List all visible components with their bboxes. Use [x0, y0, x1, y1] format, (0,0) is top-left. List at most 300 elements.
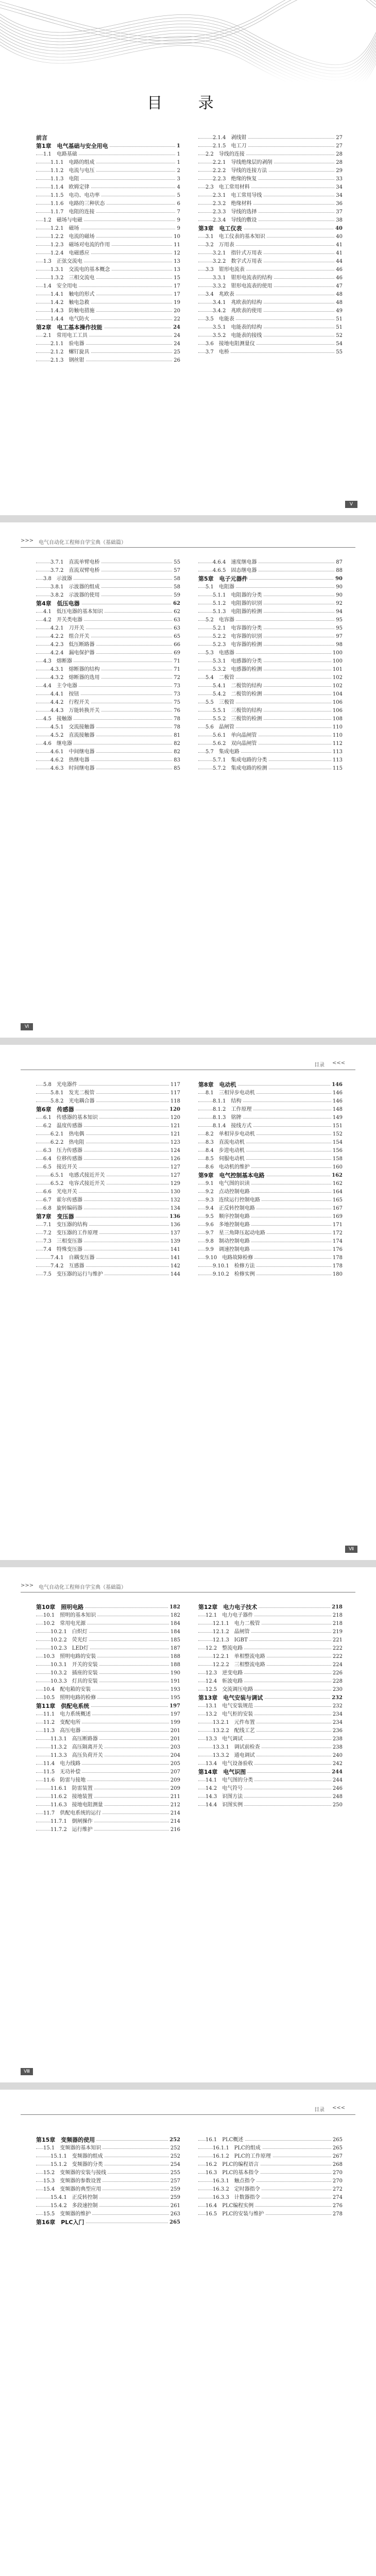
toc-entry[interactable]: [198, 1270, 343, 1279]
toc-entry-title: 8.1.3 铭牌: [213, 1114, 243, 1122]
toc-entry[interactable]: [198, 282, 343, 291]
toc-entry[interactable]: [36, 2202, 180, 2210]
toc-entry[interactable]: [36, 1229, 180, 1238]
toc-entry[interactable]: [198, 291, 343, 299]
toc-entry[interactable]: [198, 558, 343, 567]
toc-entry[interactable]: [36, 633, 180, 641]
toc-entry[interactable]: [36, 740, 180, 748]
toc-entry[interactable]: [36, 1262, 180, 1270]
toc-entry-title: 4.3.2 熔断器的选用: [50, 674, 101, 682]
toc-entry[interactable]: [36, 558, 180, 567]
toc-entry-page: 55: [334, 348, 343, 357]
toc-entry[interactable]: [36, 1130, 180, 1139]
toc-entry[interactable]: [36, 1089, 180, 1097]
toc-entry[interactable]: [198, 1205, 343, 1213]
toc-entry-page: 121: [169, 1130, 180, 1139]
toc-entry[interactable]: [198, 666, 343, 674]
toc-entry[interactable]: [198, 1221, 343, 1229]
toc-entry[interactable]: [36, 2169, 180, 2177]
toc-entry[interactable]: [36, 167, 180, 175]
toc-entry[interactable]: [198, 699, 343, 707]
toc-entry[interactable]: [36, 1776, 180, 1785]
toc-entry[interactable]: [198, 1254, 343, 1262]
toc-entry[interactable]: [198, 707, 343, 715]
toc-entry-title: 13.2 电气柜的安装: [206, 1710, 254, 1719]
toc-entry[interactable]: [198, 1213, 343, 1221]
toc-entry[interactable]: [198, 1669, 343, 1677]
toc-entry[interactable]: [198, 324, 343, 332]
toc-entry[interactable]: [198, 1262, 343, 1270]
toc-entry[interactable]: [36, 150, 180, 159]
toc-entry-page: 185: [169, 1636, 180, 1645]
toc-entry[interactable]: [36, 2194, 180, 2202]
toc-entry[interactable]: [36, 1163, 180, 1172]
toc-entry[interactable]: [36, 1172, 180, 1180]
toc-entry[interactable]: [198, 2185, 343, 2194]
toc-entry[interactable]: [36, 1785, 180, 1793]
toc-chapter-entry[interactable]: [198, 225, 343, 233]
toc-entry[interactable]: [198, 715, 343, 723]
toc-entry[interactable]: [198, 332, 343, 340]
toc-entry[interactable]: [36, 765, 180, 773]
toc-entry[interactable]: [36, 1727, 180, 1735]
toc-entry[interactable]: [36, 715, 180, 723]
toc-entry[interactable]: [36, 258, 180, 266]
toc-chapter-entry[interactable]: [36, 1702, 180, 1710]
toc-entry[interactable]: [36, 1677, 180, 1686]
toc-entry[interactable]: [198, 740, 343, 748]
toc-entry[interactable]: [198, 1188, 343, 1196]
toc-entry[interactable]: [36, 608, 180, 616]
toc-entry[interactable]: [198, 1139, 343, 1147]
toc-entry[interactable]: [36, 1270, 180, 1279]
toc-entry[interactable]: [36, 682, 180, 690]
toc-entry-title: 10.2 常用电光源: [43, 1620, 87, 1628]
toc-chapter-entry[interactable]: [198, 1172, 343, 1180]
toc-entry[interactable]: [36, 1826, 180, 1834]
toc-entry[interactable]: [198, 1620, 343, 1628]
toc-entry[interactable]: [198, 1776, 343, 1785]
toc-entry[interactable]: [198, 183, 343, 192]
toc-entry[interactable]: [198, 134, 343, 142]
toc-chapter-entry[interactable]: [36, 600, 180, 608]
toc-entry-title: 5.4.2 二极管的检测: [213, 690, 263, 699]
toc-entry[interactable]: [36, 291, 180, 299]
toc-entry[interactable]: [36, 723, 180, 732]
toc-entry[interactable]: [198, 1180, 343, 1188]
toc-entry[interactable]: [36, 699, 180, 707]
toc-entry[interactable]: [36, 1081, 180, 1089]
toc-entry[interactable]: [198, 1246, 343, 1254]
toc-entry[interactable]: [198, 1196, 343, 1205]
toc-entry-title: 16.1.1 PLC的组成: [213, 2144, 262, 2153]
toc-entry-page: 261: [169, 2202, 180, 2210]
toc-entry-title: 3.2.1 指针式万用表: [213, 249, 263, 258]
toc-entry[interactable]: [198, 2161, 343, 2169]
toc-entry-title: 5.7.1 集成电路的分类: [213, 756, 268, 765]
toc-entry[interactable]: [198, 2169, 343, 2177]
toc-entry-page: 83: [172, 756, 180, 765]
toc-entry-title: 14.4 识图实例: [206, 1801, 244, 1809]
toc-entry[interactable]: [36, 307, 180, 315]
toc-entry-title: 5.8 光电器件: [43, 1081, 79, 1089]
toc-entry[interactable]: [198, 2153, 343, 2161]
toc-entry[interactable]: [198, 340, 343, 348]
toc-entry[interactable]: [36, 1246, 180, 1254]
toc-chapter-entry[interactable]: [198, 1768, 343, 1776]
toc-entry-title: 2.1.4 剥线钳: [213, 134, 248, 142]
toc-entry[interactable]: [36, 1710, 180, 1719]
toc-entry[interactable]: [198, 142, 343, 150]
toc-entry-page: 180: [331, 1270, 343, 1279]
toc-entry[interactable]: [198, 233, 343, 241]
toc-entry[interactable]: [36, 2153, 180, 2161]
toc-entry[interactable]: [36, 1768, 180, 1776]
toc-entry[interactable]: [198, 216, 343, 225]
toc-entry[interactable]: [198, 241, 343, 249]
toc-entry-page: 87: [334, 558, 343, 567]
toc-entry[interactable]: [36, 732, 180, 740]
toc-entry[interactable]: [198, 682, 343, 690]
toc-entry[interactable]: [198, 567, 343, 575]
toc-entry[interactable]: [198, 1801, 343, 1809]
toc-entry-title: 11.7.1 倒闸操作: [50, 1818, 94, 1826]
toc-entry[interactable]: [36, 567, 180, 575]
toc-entry[interactable]: [36, 666, 180, 674]
toc-entry[interactable]: [36, 266, 180, 274]
toc-chapter-entry[interactable]: [36, 2218, 180, 2227]
toc-entry[interactable]: [36, 1694, 180, 1702]
toc-entry[interactable]: [198, 1612, 343, 1620]
toc-entry[interactable]: [36, 1653, 180, 1661]
toc-entry[interactable]: [198, 1130, 343, 1139]
toc-entry-page: 276: [331, 2202, 343, 2210]
toc-entry[interactable]: [198, 1677, 343, 1686]
toc-entry-title: 16.2 PLC的编程语言: [206, 2161, 260, 2169]
toc-entry[interactable]: [198, 1122, 343, 1130]
toc-entry-title: 4.2.4 漏电保护器: [50, 649, 96, 657]
toc-entry[interactable]: [36, 1097, 180, 1106]
toc-entry[interactable]: [198, 1727, 343, 1735]
toc-entry[interactable]: [36, 192, 180, 200]
toc-entry[interactable]: [198, 307, 343, 315]
toc-entry[interactable]: [36, 1188, 180, 1196]
toc-entry[interactable]: [198, 690, 343, 699]
toc-chapter-entry[interactable]: [36, 142, 180, 150]
toc-entry[interactable]: [198, 274, 343, 282]
toc-entry[interactable]: [198, 1106, 343, 1114]
toc-entry-title: 4.5.1 交流接触器: [50, 723, 96, 732]
toc-entry[interactable]: [36, 657, 180, 666]
toc-entry[interactable]: [36, 2210, 180, 2218]
toc-entry-title: 11.6.1 防雷装置: [50, 1785, 94, 1793]
toc-chapter-entry[interactable]: [36, 1106, 180, 1114]
toc-entry[interactable]: [198, 175, 343, 183]
toc-entry[interactable]: [198, 2202, 343, 2210]
toc-entry[interactable]: [36, 1238, 180, 1246]
toc-chapter-entry[interactable]: [36, 2136, 180, 2144]
toc-entry[interactable]: [198, 1155, 343, 1163]
toc-entry-page: 124: [169, 1147, 180, 1155]
toc-entry-page: 129: [169, 1180, 180, 1188]
toc-entry[interactable]: [36, 748, 180, 756]
toc-entry[interactable]: [198, 633, 343, 641]
toc-entry[interactable]: [36, 583, 180, 591]
toc-entry[interactable]: [36, 707, 180, 715]
toc-entry-page: 152: [331, 1130, 343, 1139]
toc-entry[interactable]: [36, 1122, 180, 1130]
toc-entry-page: 36: [334, 200, 343, 208]
toc-entry[interactable]: [36, 159, 180, 167]
toc-entry-page: 12: [172, 249, 180, 258]
toc-entry-title: 14.1 电气图的分类: [206, 1776, 254, 1785]
toc-entry[interactable]: [36, 1147, 180, 1155]
toc-entry[interactable]: [36, 183, 180, 192]
toc-entry-page: 234: [331, 1710, 343, 1719]
toc-entry[interactable]: [198, 1229, 343, 1238]
toc-entry[interactable]: [198, 732, 343, 740]
toc-entry[interactable]: [198, 150, 343, 159]
toc-entry-title: 9.10.1 检修方法: [213, 1262, 257, 1270]
toc-entry[interactable]: [36, 591, 180, 600]
toc-entry-page: 204: [169, 1752, 180, 1760]
toc-entry[interactable]: [36, 1636, 180, 1645]
toc-entry[interactable]: [36, 756, 180, 765]
toc-entry-title: 16.1 PLC概述: [206, 2136, 245, 2144]
toc-entry[interactable]: [36, 2144, 180, 2153]
toc-entry[interactable]: [198, 1785, 343, 1793]
toc-entry[interactable]: [198, 1686, 343, 1694]
toc-entry-title: 4.2.3 低压断路器: [50, 641, 96, 649]
toc-entry-title: 4.4.2 行程开关: [50, 699, 91, 707]
toc-entry-title: 8.6 电动机的维护: [206, 1163, 251, 1172]
toc-entry-page: 216: [169, 1826, 180, 1834]
toc-chapter-entry[interactable]: [198, 575, 343, 583]
toc-chapter-entry[interactable]: [198, 1694, 343, 1702]
toc-entry[interactable]: [36, 1645, 180, 1653]
toc-entry-page: 248: [331, 1793, 343, 1801]
toc-entry[interactable]: [198, 1752, 343, 1760]
toc-entry-page: 190: [169, 1669, 180, 1677]
toc-entry[interactable]: [198, 723, 343, 732]
toc-entry[interactable]: [198, 192, 343, 200]
toc-entry-title: 2.1.2 螺钉旋具: [50, 348, 91, 357]
toc-entry[interactable]: [36, 1155, 180, 1163]
toc-entry[interactable]: [198, 748, 343, 756]
toc-entry[interactable]: [36, 233, 180, 241]
toc-entry[interactable]: [36, 1620, 180, 1628]
toc-entry[interactable]: [36, 1669, 180, 1677]
toc-entry[interactable]: [36, 641, 180, 649]
toc-entry-page: 106: [331, 707, 343, 715]
toc-entry[interactable]: [198, 167, 343, 175]
toc-entry[interactable]: [36, 1612, 180, 1620]
toc-entry[interactable]: [198, 756, 343, 765]
toc-entry-page: 57: [172, 567, 180, 575]
toc-entry[interactable]: [198, 1628, 343, 1636]
toc-chapter-entry[interactable]: [198, 1603, 343, 1612]
toc-entry[interactable]: [36, 1254, 180, 1262]
toc-entry[interactable]: [198, 1114, 343, 1122]
toc-entry[interactable]: [198, 2144, 343, 2153]
toc-entry[interactable]: [36, 216, 180, 225]
toc-entry[interactable]: [36, 340, 180, 348]
toc-entry[interactable]: [198, 1645, 343, 1653]
toc-entry[interactable]: [36, 175, 180, 183]
toc-entry-page: 238: [331, 1743, 343, 1752]
toc-entry-title: 11.3 高压电器: [43, 1727, 82, 1735]
toc-entry[interactable]: [36, 200, 180, 208]
toc-entry-title: 12.3 逆变电路: [206, 1669, 244, 1677]
toc-entry[interactable]: [36, 315, 180, 324]
toc-entry[interactable]: [36, 1205, 180, 1213]
toc-entry[interactable]: [198, 2177, 343, 2185]
toc-entry-page: 15: [172, 274, 180, 282]
toc-entry[interactable]: [36, 357, 180, 365]
toc-entry[interactable]: [36, 1221, 180, 1229]
toc-entry-page: 244: [330, 1768, 343, 1776]
toc-entry-title: 5.4 二极管: [206, 674, 236, 682]
toc-entry-title: 1.2.2 电流的磁场: [50, 233, 96, 241]
toc-entry[interactable]: [198, 266, 343, 274]
toc-entry[interactable]: [198, 1147, 343, 1155]
toc-chapter-entry[interactable]: [198, 1081, 343, 1089]
toc-entry-title: 11.1 电力系统概述: [43, 1710, 92, 1719]
toc-entry[interactable]: [198, 2136, 343, 2144]
toc-entry[interactable]: [198, 1760, 343, 1768]
toc-entry[interactable]: [36, 1686, 180, 1694]
toc-entry[interactable]: [36, 282, 180, 291]
toc-entry-page: 118: [169, 1097, 180, 1106]
toc-entry[interactable]: [198, 608, 343, 616]
toc-entry-title: 4.4 主令电器: [43, 682, 79, 690]
toc-entry[interactable]: [36, 1661, 180, 1669]
toc-chapter-entry[interactable]: [36, 134, 180, 142]
toc-entry-page: 167: [331, 1205, 343, 1213]
toc-entry[interactable]: [36, 1818, 180, 1826]
toc-entry[interactable]: [36, 1752, 180, 1760]
toc-entry[interactable]: [198, 208, 343, 216]
toc-entry[interactable]: [36, 1793, 180, 1801]
toc-entry[interactable]: [198, 1743, 343, 1752]
toc-entry-page: 7: [176, 208, 180, 216]
toc-entry[interactable]: [198, 641, 343, 649]
toc-entry[interactable]: [36, 1801, 180, 1809]
toc-entry[interactable]: [198, 249, 343, 258]
toc-entry[interactable]: [198, 1735, 343, 1743]
toc-entry[interactable]: [198, 616, 343, 624]
toc-entry-title: 11.3.3 高压负荷开关: [50, 1752, 105, 1760]
toc-entry[interactable]: [36, 1743, 180, 1752]
toc-entry[interactable]: [198, 1238, 343, 1246]
toc-entry[interactable]: [198, 1097, 343, 1106]
toc-entry[interactable]: [198, 1710, 343, 1719]
toc-entry[interactable]: [198, 591, 343, 600]
toc-entry[interactable]: [198, 1702, 343, 1710]
toc-entry[interactable]: [198, 200, 343, 208]
page-separator: [0, 2082, 376, 2090]
toc-entry[interactable]: [198, 657, 343, 666]
toc-entry[interactable]: [36, 616, 180, 624]
toc-entry[interactable]: [198, 1089, 343, 1097]
toc-entry[interactable]: [198, 2194, 343, 2202]
toc-entry[interactable]: [198, 348, 343, 357]
toc-entry[interactable]: [36, 332, 180, 340]
toc-entry[interactable]: [198, 765, 343, 773]
toc-entry[interactable]: [36, 249, 180, 258]
toc-entry[interactable]: [198, 1661, 343, 1669]
toc-entry[interactable]: [198, 583, 343, 591]
toc-entry[interactable]: [36, 1196, 180, 1205]
toc-entry[interactable]: [36, 2177, 180, 2185]
toc-entry[interactable]: [36, 1628, 180, 1636]
toc-entry[interactable]: [36, 1760, 180, 1768]
toc-entry[interactable]: [198, 624, 343, 633]
toc-entry[interactable]: [198, 600, 343, 608]
toc-entry[interactable]: [36, 348, 180, 357]
toc-entry[interactable]: [198, 2210, 343, 2218]
toc-entry[interactable]: [36, 225, 180, 233]
toc-entry[interactable]: [36, 575, 180, 583]
toc-entry-title: 12.1 电力电子器件: [206, 1612, 254, 1620]
toc-entry[interactable]: [36, 299, 180, 307]
toc-entry-title: 16.1.2 PLC的工作原理: [213, 2153, 272, 2161]
toc-entry-title: 2.3.1 电工常用导线: [213, 192, 263, 200]
toc-chapter-entry[interactable]: [36, 1213, 180, 1221]
toc-entry[interactable]: [36, 1180, 180, 1188]
toc-entry[interactable]: [36, 674, 180, 682]
toc-entry[interactable]: [198, 1793, 343, 1801]
toc-entry[interactable]: [36, 241, 180, 249]
toc-entry[interactable]: [198, 258, 343, 266]
toc-entry-page: 110: [331, 732, 343, 740]
toc-entry-page: 40: [334, 225, 343, 233]
toc-entry[interactable]: [198, 674, 343, 682]
toc-entry[interactable]: [36, 690, 180, 699]
toc-entry[interactable]: [36, 2161, 180, 2169]
toc-entry-title: 14.3 识图方法: [206, 1793, 244, 1801]
toc-entry[interactable]: [198, 1653, 343, 1661]
toc-entry[interactable]: [36, 274, 180, 282]
toc-entry[interactable]: [36, 1139, 180, 1147]
toc-entry[interactable]: [198, 1719, 343, 1727]
toc-entry-page: 238: [331, 1735, 343, 1743]
toc-entry-page: 106: [331, 699, 343, 707]
toc-entry[interactable]: [198, 299, 343, 307]
toc-entry[interactable]: [198, 649, 343, 657]
toc-entry[interactable]: [36, 1735, 180, 1743]
toc-entry[interactable]: [198, 159, 343, 167]
toc-entry[interactable]: [36, 1719, 180, 1727]
toc-entry[interactable]: [36, 649, 180, 657]
toc-entry[interactable]: [36, 208, 180, 216]
toc-entry-page: 127: [169, 1172, 180, 1180]
toc-entry-page: 85: [172, 765, 180, 773]
toc-entry[interactable]: [198, 1636, 343, 1645]
toc-entry[interactable]: [36, 624, 180, 633]
toc-chapter-entry[interactable]: [36, 324, 180, 332]
toc-entry-title: 9.1 电气图的识读: [206, 1180, 251, 1188]
toc-entry-page: 1: [176, 159, 180, 167]
toc-entry-title: 11.7 供配电系统的运行: [43, 1809, 102, 1818]
toc-entry[interactable]: [198, 315, 343, 324]
toc-entry[interactable]: [36, 2185, 180, 2194]
toc-entry[interactable]: [36, 1114, 180, 1122]
toc-entry[interactable]: [36, 1809, 180, 1818]
toc-chapter-entry[interactable]: [36, 1603, 180, 1612]
toc-entry-title: 4.6 继电器: [43, 740, 74, 748]
toc-entry[interactable]: [198, 1163, 343, 1172]
